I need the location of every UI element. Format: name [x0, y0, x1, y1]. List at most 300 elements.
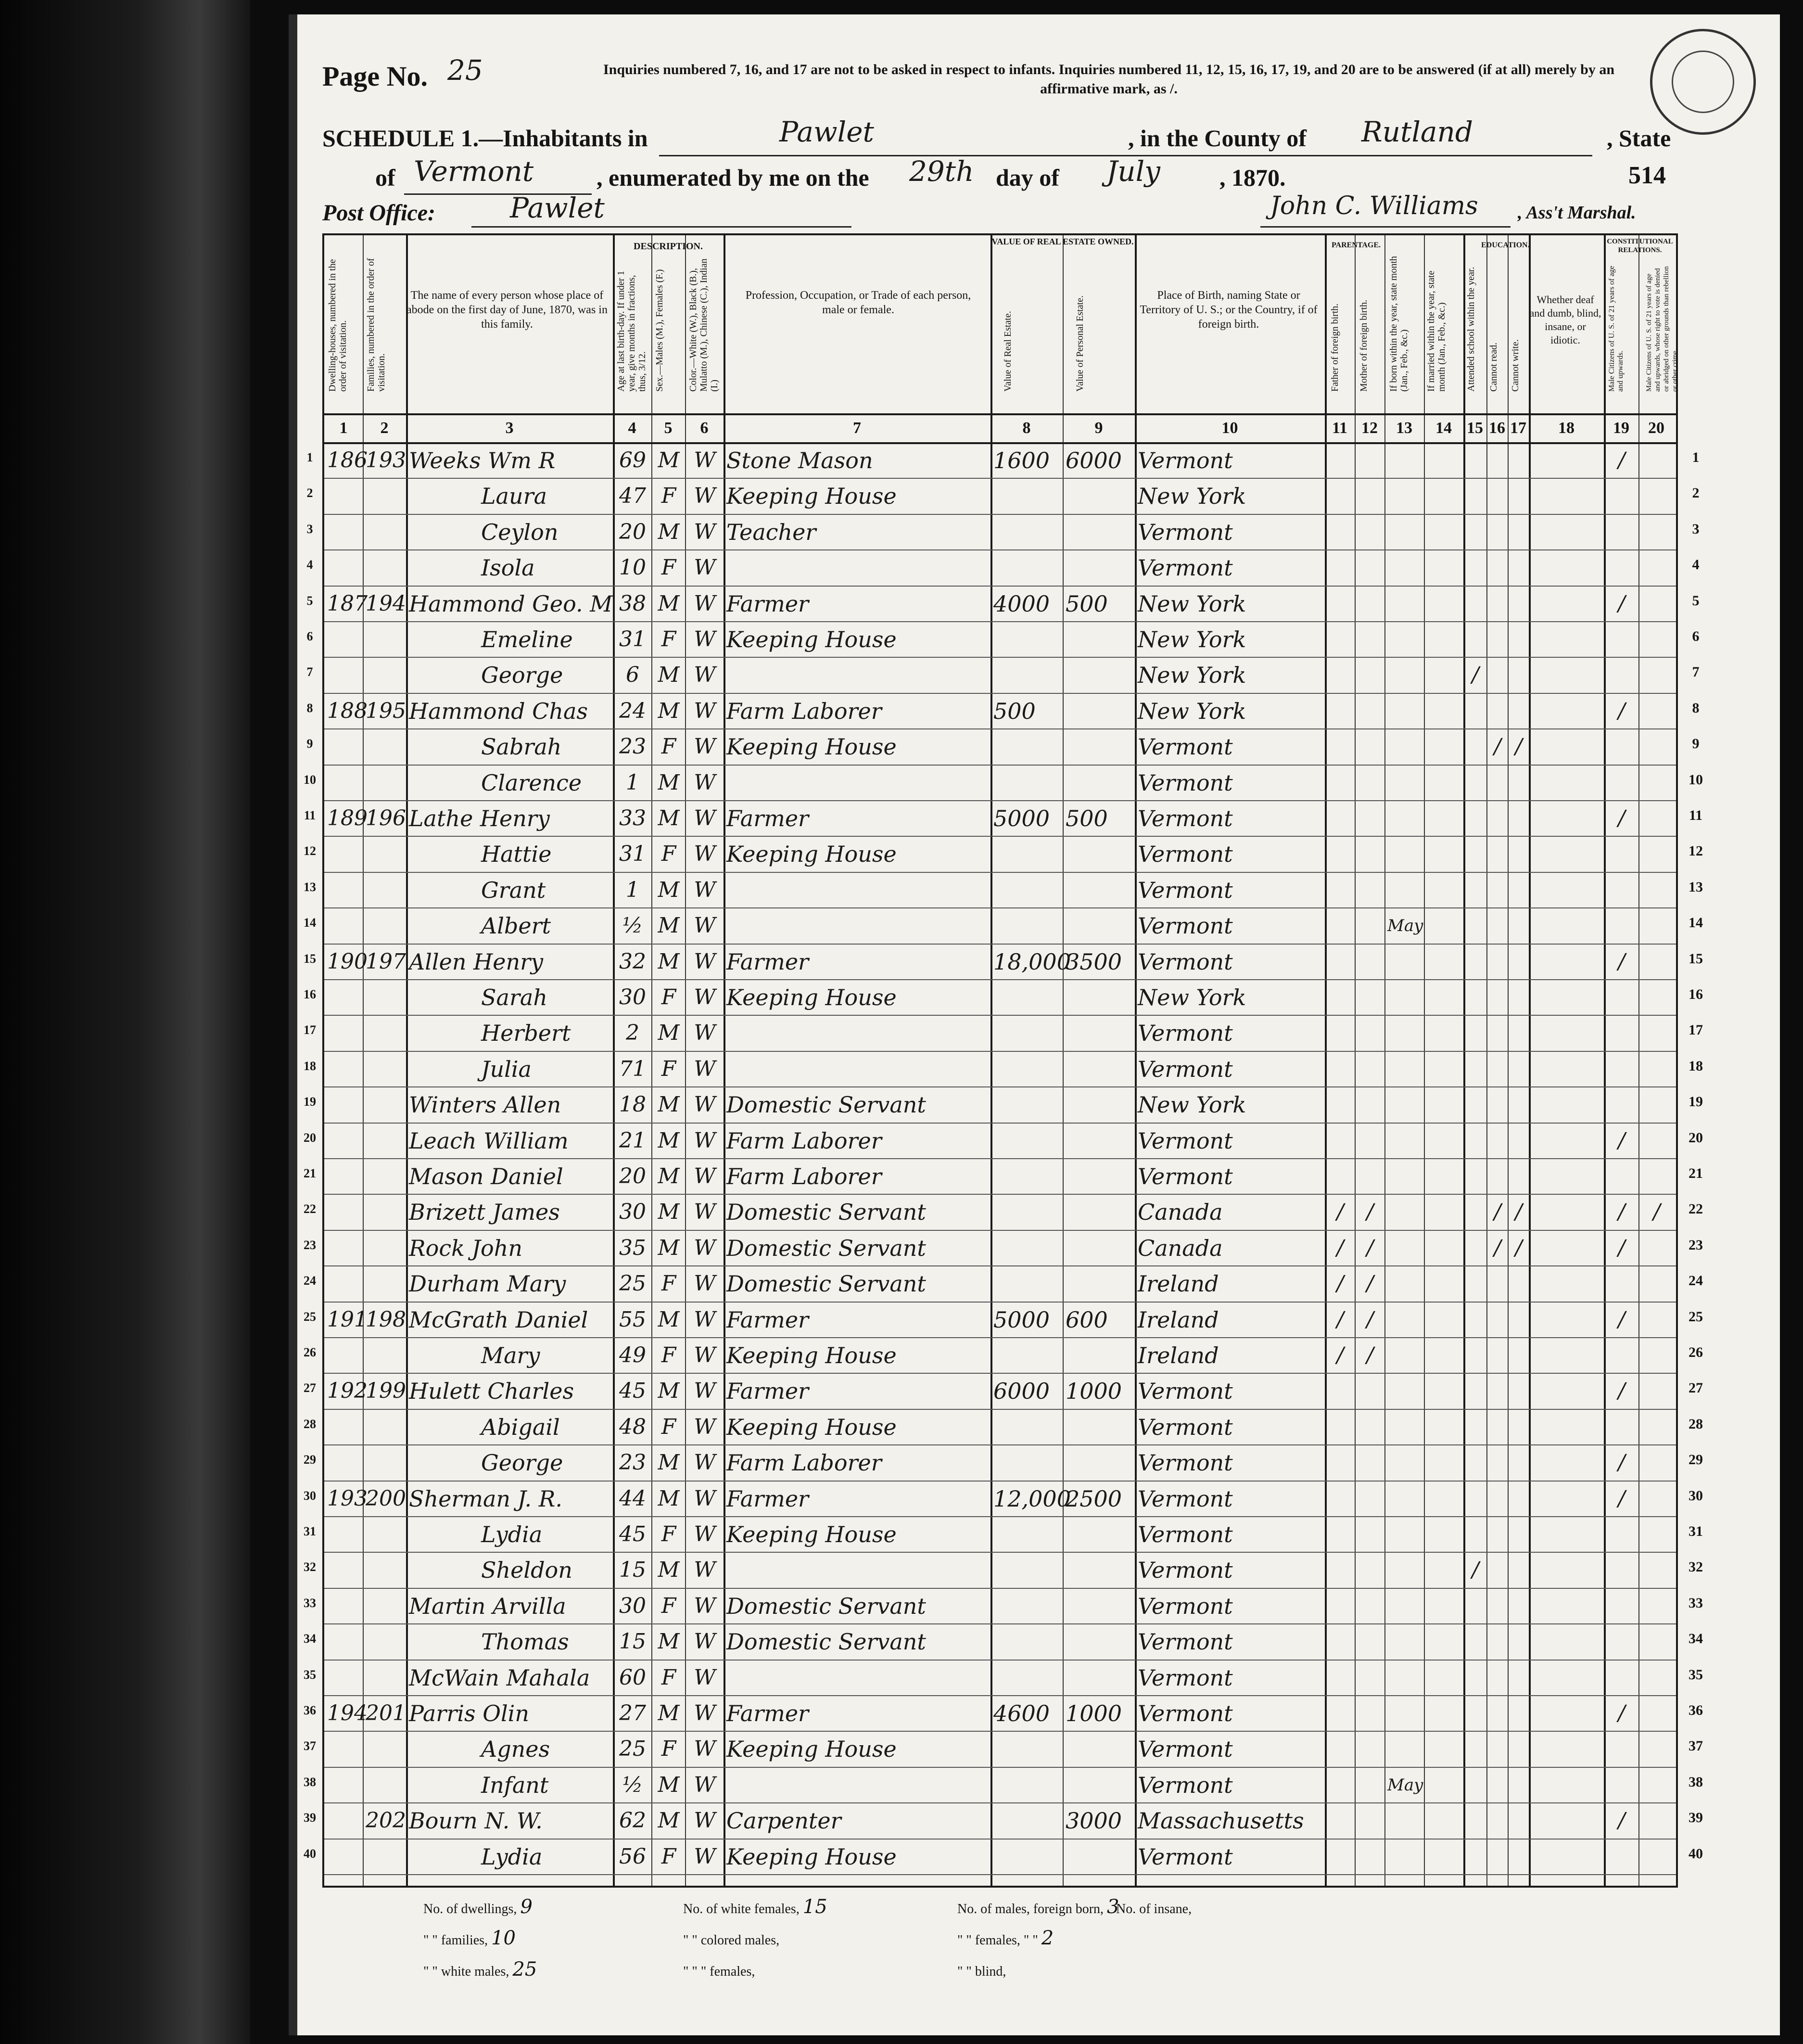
cell-occ: Keeping House	[726, 734, 897, 760]
cell-color: W	[694, 913, 716, 938]
cell-age: 62	[619, 1808, 646, 1833]
cell-age: 44	[619, 1486, 646, 1511]
cell-age: 27	[619, 1701, 646, 1725]
column-number: 8	[1022, 419, 1031, 437]
cell-occ: Domestic Servant	[726, 1092, 926, 1118]
cell-birth: Vermont	[1138, 555, 1233, 581]
cell-c19: /	[1618, 448, 1625, 473]
row-number-left: 7	[306, 665, 313, 679]
cell-dw: 194	[327, 1701, 368, 1725]
cell-birth: Vermont	[1138, 805, 1233, 831]
cell-name: Laura	[481, 483, 547, 510]
cell-c11: /	[1336, 1271, 1344, 1296]
cell-sex: F	[661, 1665, 676, 1690]
cell-c11: /	[1336, 1200, 1344, 1225]
cell-age: 60	[619, 1665, 646, 1690]
cell-sex: M	[658, 698, 680, 723]
header-born-within-year: If born within the year, state month (Jan., Feb., &c.)	[1388, 256, 1409, 392]
cell-name: McWain Mahala	[409, 1664, 590, 1691]
page-number: 25	[447, 54, 483, 87]
cell-name: Sarah	[481, 984, 547, 1010]
cell-birth: Vermont	[1138, 1843, 1233, 1870]
cell-color: W	[694, 627, 716, 652]
cell-occ: Domestic Servant	[726, 1271, 926, 1297]
cell-birth: Vermont	[1138, 1127, 1233, 1154]
cell-birth: Vermont	[1138, 1664, 1233, 1691]
cell-sex: M	[658, 1164, 680, 1188]
cell-dw: 192	[327, 1379, 368, 1404]
row-number-left: 9	[306, 737, 313, 751]
cell-birth: Vermont	[1138, 1485, 1233, 1512]
cell-sex: F	[661, 985, 676, 1009]
header-family: Families, numbered in the order of visitation.	[366, 258, 387, 392]
cell-pe: 3000	[1066, 1808, 1122, 1834]
cell-name: Sherman J. R.	[409, 1485, 563, 1512]
cell-pe: 3500	[1066, 948, 1122, 975]
column-divider	[1063, 235, 1064, 1886]
footer-dwellings-label: No. of dwellings,	[423, 1902, 517, 1916]
cell-color: W	[694, 1558, 716, 1583]
cell-birth: Vermont	[1138, 1056, 1233, 1082]
row-number-left: 22	[304, 1202, 316, 1216]
cell-occ: Farm Laborer	[726, 1127, 882, 1154]
column-divider	[1486, 235, 1487, 1886]
cell-fam: 202	[366, 1808, 406, 1833]
column-divider	[1355, 235, 1356, 1886]
footer-colored-females-label: " " " females,	[683, 1964, 755, 1979]
cell-color: W	[694, 663, 716, 688]
row-number: 27	[1689, 1380, 1703, 1396]
footer-insane-label: No. of insane,	[1116, 1902, 1192, 1916]
cell-name: Hulett Charles	[409, 1378, 574, 1405]
header-education: EDUCATION.	[1481, 241, 1530, 249]
footer-white-males	[423, 1958, 537, 1980]
cell-name: Albert	[481, 913, 551, 939]
cell-color: W	[694, 1164, 716, 1188]
cell-re: 6000	[993, 1378, 1050, 1405]
cell-fam: 199	[366, 1379, 406, 1404]
header-male-citizens: Male Citizens of U. S. of 21 years of age and upwards.	[1608, 266, 1625, 392]
cell-name: Leach William	[409, 1127, 569, 1154]
cell-name: Lydia	[481, 1521, 543, 1547]
day-of-label: day of	[996, 164, 1059, 191]
column-number: 7	[853, 419, 861, 437]
cell-name: Sabrah	[481, 734, 562, 760]
row-number: 21	[1689, 1165, 1703, 1181]
row-number: 39	[1689, 1810, 1703, 1826]
header-attended-school: Attended school within the year.	[1466, 267, 1476, 392]
row-number: 5	[1692, 592, 1700, 609]
header-mother-foreign: Mother of foreign birth.	[1359, 299, 1369, 392]
cell-occ: Farm Laborer	[726, 1450, 882, 1476]
cell-sex: M	[658, 1235, 680, 1260]
cell-color: W	[694, 1021, 716, 1046]
row-number-left: 40	[304, 1846, 316, 1861]
cell-age: 48	[619, 1414, 646, 1439]
header-married-within-year: If married within the year, state month (Jan., Feb., &c.)	[1426, 270, 1447, 392]
cell-sex: M	[658, 448, 680, 473]
row-number-left: 21	[304, 1166, 316, 1180]
row-number: 20	[1689, 1129, 1703, 1146]
cell-occ: Keeping House	[726, 626, 897, 652]
cell-color: W	[694, 1307, 716, 1332]
cell-color: W	[694, 734, 716, 759]
cell-color: W	[694, 1128, 716, 1153]
cell-name: Weeks Wm R	[409, 447, 556, 473]
column-number: 12	[1361, 419, 1378, 437]
cell-color: W	[694, 806, 716, 830]
cell-sex: M	[658, 1092, 680, 1117]
cell-fam: 198	[366, 1307, 406, 1332]
cell-name: McGrath Daniel	[409, 1306, 588, 1333]
cell-re: 4000	[993, 590, 1050, 617]
cell-sex: M	[658, 770, 680, 795]
row-number: 13	[1689, 879, 1703, 895]
cell-color: W	[694, 985, 716, 1009]
cell-c11: /	[1336, 1343, 1344, 1367]
row-number: 32	[1689, 1559, 1703, 1575]
cell-age: 55	[619, 1307, 646, 1332]
cell-birth: Vermont	[1138, 1700, 1233, 1726]
column-divider	[363, 235, 364, 1886]
cell-age: 15	[619, 1629, 646, 1654]
year: , 1870.	[1219, 164, 1286, 191]
book-binding	[0, 0, 250, 2044]
cell-color: W	[694, 555, 716, 580]
header-occupation: Profession, Occupation, or Trade of each person, male or female.	[745, 289, 971, 316]
footer-blind-label: " " blind,	[957, 1964, 1006, 1979]
post-office: Pawlet	[510, 192, 605, 224]
row-number-left: 8	[306, 701, 313, 715]
row-number: 19	[1689, 1094, 1703, 1110]
cell-name: Ceylon	[481, 519, 559, 545]
cell-name: Lydia	[481, 1843, 543, 1870]
row-number-left: 38	[304, 1775, 316, 1789]
row-number-left: 4	[306, 558, 313, 572]
row-number-left: 33	[304, 1596, 316, 1610]
cell-birth: New York	[1138, 590, 1246, 617]
cell-birth: Vermont	[1138, 877, 1233, 903]
footer-blind	[957, 1958, 1006, 1980]
cell-c12: /	[1366, 1200, 1374, 1225]
row-number-left: 29	[304, 1453, 316, 1467]
cell-c12: /	[1366, 1235, 1374, 1260]
row-number-left: 30	[304, 1488, 316, 1503]
cell-color: W	[694, 1343, 716, 1367]
row-number-left: 19	[304, 1095, 316, 1109]
cell-re: 500	[993, 698, 1036, 724]
cell-color: W	[694, 1056, 716, 1081]
cell-age: 21	[619, 1128, 646, 1153]
cell-age: 23	[619, 1450, 646, 1475]
column-number: 16	[1489, 419, 1505, 437]
cell-birth: Vermont	[1138, 1378, 1233, 1405]
cell-fam: 196	[366, 806, 406, 830]
cell-color: W	[694, 1665, 716, 1690]
marshal-label: , Ass't Marshal.	[1518, 203, 1636, 223]
cell-sex: F	[661, 1343, 676, 1367]
cell-sex: F	[661, 842, 676, 867]
cell-c12: /	[1366, 1343, 1374, 1367]
row-number-left: 6	[306, 629, 313, 643]
cell-occ: Domestic Servant	[726, 1593, 926, 1619]
row-number-left: 13	[304, 880, 316, 894]
footer-colored-males-label: " " colored males,	[683, 1933, 780, 1948]
cell-c17: /	[1515, 1235, 1523, 1260]
cell-age: 56	[619, 1844, 646, 1869]
cell-sex: M	[658, 663, 680, 688]
cell-color: W	[694, 1450, 716, 1475]
cell-occ: Farmer	[726, 948, 809, 975]
header-divider	[324, 413, 1676, 415]
post-office-rule	[471, 226, 851, 228]
cell-re: 4600	[993, 1700, 1050, 1726]
column-divider	[1135, 235, 1137, 1886]
cell-occ: Farm Laborer	[726, 698, 882, 724]
cell-name: Mary	[481, 1342, 540, 1368]
cell-age: 31	[619, 842, 646, 867]
cell-sex: F	[661, 1271, 676, 1296]
cell-sex: F	[661, 627, 676, 652]
header-cannot-read: Cannot read.	[1488, 342, 1499, 392]
instructions: Inquiries numbered 7, 16, and 17 are not to be asked in respect to infants. Inquiries numbered 11, 12, 15, 16, 17, 19, and 20 are to be answered (if at all) merely by an affirmative mark, as /.	[603, 62, 1615, 97]
row-number: 37	[1689, 1738, 1703, 1754]
cell-name: Sheldon	[481, 1557, 572, 1584]
cell-occ: Farmer	[726, 805, 809, 831]
row-number-left: 26	[304, 1345, 316, 1359]
column-number: 11	[1332, 419, 1348, 437]
cell-name: Durham Mary	[409, 1271, 566, 1297]
row-number-left: 35	[304, 1667, 316, 1682]
column-divider	[1384, 235, 1385, 1886]
column-number: 6	[700, 419, 709, 437]
cell-birth: Vermont	[1138, 913, 1233, 939]
cell-name: Lathe Henry	[409, 805, 550, 831]
cell-sex: M	[658, 1701, 680, 1725]
census-sheet	[289, 14, 1780, 2035]
cell-dw: 193	[327, 1486, 368, 1511]
row-number-left: 18	[304, 1059, 316, 1073]
cell-c15: /	[1472, 663, 1479, 688]
cell-c17: /	[1515, 1200, 1523, 1225]
header-constitutional: CONSTITUTIONAL RELATIONS.	[1607, 238, 1673, 254]
cell-name: Hattie	[481, 841, 552, 868]
footer-females-foreign	[957, 1927, 1054, 1949]
county: Rutland	[1361, 115, 1473, 148]
cell-sex: F	[661, 1414, 676, 1439]
cell-name: Abigail	[481, 1414, 560, 1440]
cell-c15: /	[1472, 1558, 1479, 1583]
cell-occ: Domestic Servant	[726, 1235, 926, 1261]
header-personal-estate: Value of Personal Estate.	[1075, 295, 1085, 392]
row-number: 4	[1692, 557, 1700, 573]
row-number: 16	[1689, 986, 1703, 1002]
cell-c19: /	[1618, 1128, 1625, 1153]
cell-age: 32	[619, 949, 646, 974]
header-age: Age at last birth-day. If under 1 year, give months in fractions, thus, 3/12.	[616, 270, 648, 392]
cell-age: 2	[626, 1021, 639, 1046]
cell-birth: New York	[1138, 662, 1246, 689]
cell-age: 23	[619, 734, 646, 759]
post-office-label: Post Office:	[322, 200, 436, 226]
cell-color: W	[694, 591, 716, 616]
cell-sex: M	[658, 913, 680, 938]
row-number-left: 11	[304, 808, 316, 822]
column-number: 14	[1435, 419, 1452, 437]
cell-occ: Keeping House	[726, 1843, 897, 1870]
column-divider	[1463, 235, 1465, 1886]
cell-pe: 2500	[1066, 1485, 1122, 1512]
cell-birth: Vermont	[1138, 447, 1233, 473]
header-deaf-blind: Whether deaf and dumb, blind, insane, or idiotic.	[1529, 294, 1601, 346]
column-number: 9	[1094, 419, 1103, 437]
row-number-left: 3	[306, 522, 313, 536]
footer-males-foreign-value: 3	[1107, 1896, 1119, 1918]
row-number: 38	[1689, 1774, 1703, 1790]
row-number-left: 39	[304, 1811, 316, 1825]
month: July	[1106, 155, 1160, 188]
cell-occ: Farmer	[726, 1485, 809, 1512]
cell-name: Agnes	[481, 1736, 550, 1763]
cell-fam: 200	[366, 1486, 406, 1511]
row-number-left: 24	[304, 1274, 316, 1288]
cell-color: W	[694, 698, 716, 723]
cell-sex: F	[661, 1522, 676, 1546]
cell-age: 35	[619, 1235, 646, 1260]
cell-birth: Vermont	[1138, 948, 1233, 975]
header-birthplace: Place of Birth, naming State or Territory of U. S.; or the Country, if of foreign birth.	[1140, 289, 1318, 331]
cell-age: 24	[619, 698, 646, 723]
cell-fam: 201	[366, 1701, 406, 1725]
cell-dw: 190	[327, 949, 368, 974]
cell-sex: F	[661, 1844, 676, 1869]
cell-sex: F	[661, 1056, 676, 1081]
cell-occ: Keeping House	[726, 841, 897, 868]
footer-white-males-value: 25	[512, 1958, 537, 1980]
cell-occ: Keeping House	[726, 1521, 897, 1547]
cell-c11: /	[1336, 1307, 1344, 1332]
row-number-left: 20	[304, 1130, 316, 1145]
cell-age: 45	[619, 1522, 646, 1546]
cell-sex: M	[658, 1450, 680, 1475]
cell-age: 69	[619, 448, 646, 473]
cell-sex: M	[658, 806, 680, 830]
cell-birth: Canada	[1138, 1235, 1223, 1261]
schedule-label: SCHEDULE 1.—Inhabitants in	[322, 125, 648, 152]
cell-color: W	[694, 1808, 716, 1833]
cell-dw: 188	[327, 698, 368, 723]
cell-age: 25	[619, 1271, 646, 1296]
column-divider	[1529, 235, 1531, 1886]
cell-sex: F	[661, 1737, 676, 1762]
row-number-left: 5	[306, 593, 313, 608]
column-number: 19	[1613, 419, 1629, 437]
cell-pe: 1000	[1066, 1378, 1122, 1405]
office-stamp-inner	[1672, 51, 1734, 113]
row-number-left: 28	[304, 1417, 316, 1431]
cell-sex: M	[658, 949, 680, 974]
row-number: 33	[1689, 1595, 1703, 1611]
row-number: 34	[1689, 1631, 1703, 1647]
row-divider	[324, 1874, 1676, 1875]
cell-color: W	[694, 1379, 716, 1404]
cell-age: 15	[619, 1558, 646, 1583]
footer-white-females	[683, 1896, 827, 1918]
cell-color: W	[694, 1200, 716, 1225]
cell-birth: Vermont	[1138, 841, 1233, 868]
cell-occ: Carpenter	[726, 1808, 841, 1834]
footer-white-males-label: " " white males,	[423, 1964, 509, 1979]
row-number: 26	[1689, 1344, 1703, 1360]
cell-name: George	[481, 1450, 563, 1476]
cell-occ: Domestic Servant	[726, 1199, 926, 1226]
census-table	[322, 233, 1678, 1888]
footer-females-foreign-label: " " females, " "	[957, 1933, 1038, 1948]
cell-name: Bourn N. W.	[409, 1808, 543, 1834]
cell-age: ½	[622, 913, 643, 938]
cell-re: 5000	[993, 1306, 1050, 1333]
row-number: 23	[1689, 1237, 1703, 1253]
cell-sex: M	[658, 1379, 680, 1404]
cell-color: W	[694, 1522, 716, 1546]
cell-birth: Vermont	[1138, 1450, 1233, 1476]
cell-name: Hammond Geo. M	[409, 590, 613, 617]
cell-name: Clarence	[481, 769, 582, 796]
cell-occ: Keeping House	[726, 1342, 897, 1368]
row-number: 1	[1692, 449, 1700, 465]
row-number: 35	[1689, 1666, 1703, 1683]
cell-name: Brizett James	[409, 1199, 560, 1226]
cell-age: 47	[619, 484, 646, 509]
cell-fam: 193	[366, 448, 406, 473]
footer-males-foreign-label: No. of males, foreign born,	[957, 1902, 1104, 1916]
cell-c12: /	[1366, 1271, 1374, 1296]
cell-color: W	[694, 770, 716, 795]
column-number: 5	[664, 419, 673, 437]
cell-color: W	[694, 1701, 716, 1725]
row-number: 8	[1692, 700, 1700, 716]
row-number-left: 36	[304, 1703, 316, 1717]
row-number: 29	[1689, 1452, 1703, 1468]
cell-dw: 187	[327, 591, 368, 616]
cell-occ: Keeping House	[726, 984, 897, 1010]
cell-birth: Vermont	[1138, 1629, 1233, 1655]
cell-fam: 194	[366, 591, 406, 616]
cell-re: 12,000	[993, 1485, 1071, 1512]
cell-sex: M	[658, 1558, 680, 1583]
cell-c19: /	[1618, 1307, 1625, 1332]
sheet-number: 514	[1628, 162, 1666, 189]
cell-c19: /	[1618, 949, 1625, 974]
cell-c20: /	[1653, 1200, 1661, 1225]
footer-insane	[1116, 1896, 1192, 1918]
cell-occ: Stone Mason	[726, 447, 873, 473]
cell-name: Julia	[481, 1056, 532, 1082]
town-rule	[659, 155, 1419, 156]
footer-colored-males	[683, 1927, 779, 1949]
row-number: 25	[1689, 1308, 1703, 1325]
margin-strip	[289, 14, 297, 2035]
cell-sex: M	[658, 1486, 680, 1511]
cell-age: 1	[626, 877, 639, 902]
row-number: 30	[1689, 1487, 1703, 1504]
cell-birth: Vermont	[1138, 1521, 1233, 1547]
cell-name: Allen Henry	[409, 948, 544, 975]
column-divider	[1638, 235, 1639, 1886]
row-number: 11	[1689, 807, 1703, 823]
cell-dw: 189	[327, 806, 368, 830]
cell-birth: Ireland	[1138, 1306, 1219, 1333]
